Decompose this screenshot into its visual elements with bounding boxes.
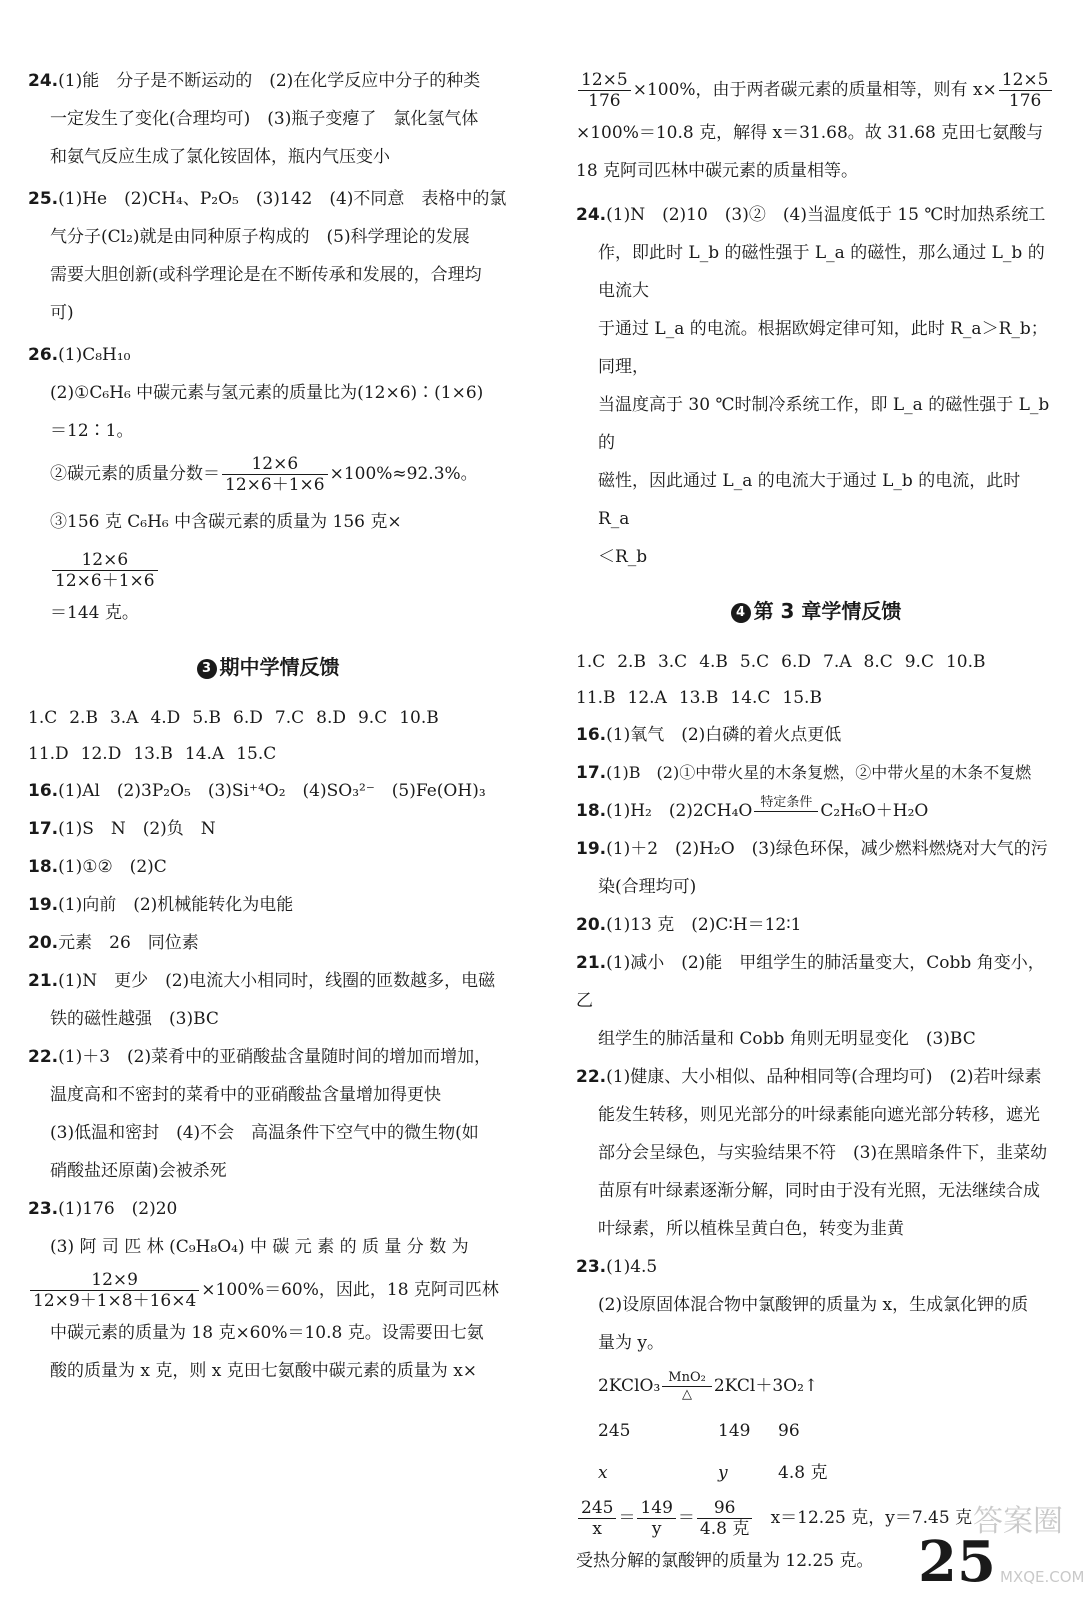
question-number: 19.	[576, 839, 607, 859]
choice-answer: 6.D	[233, 708, 263, 728]
answer-line: 叶绿素，所以植株呈黄白色，转变为韭黄	[598, 1219, 904, 1239]
equation-right: 2KCl＋3O₂↑	[713, 1376, 819, 1396]
equation-left: 2KClO₃	[598, 1376, 661, 1396]
equation-left: (1)H₂ (2)2CH₄O	[606, 801, 753, 821]
answer-line: 受热分解的氯酸钾的质量为 12.25 克。	[576, 1551, 874, 1571]
answer-line: 气分子(Cl₂)就是由同种原子构成的 (5)科学理论的发展	[50, 227, 470, 247]
choice-answer: 1.C	[28, 708, 58, 728]
answer-20	[576, 906, 1056, 944]
numerator: 12×6	[222, 454, 328, 475]
denominator: 176	[1008, 91, 1042, 111]
choice-answer: 14.C	[730, 688, 771, 708]
choice-answer: 5.B	[192, 708, 222, 728]
answer-line: 染(合理均可)	[598, 877, 697, 897]
answer-19	[576, 830, 1056, 906]
question-number: 24.	[576, 205, 607, 225]
choice-answers	[28, 700, 508, 772]
answer-line: 硝酸盐还原菌)会被杀死	[50, 1161, 227, 1181]
choice-answer: 11.D	[28, 744, 69, 764]
question-number: 22.	[576, 1067, 607, 1087]
numerator: 149	[637, 1498, 675, 1519]
answer-line: 酸的质量为 x 克，则 x 克田七氨酸中碳元素的质量为 x×	[50, 1361, 478, 1381]
answer-22	[576, 1058, 1056, 1248]
section-heading-midterm	[28, 644, 508, 690]
choice-answer: 9.C	[357, 708, 388, 728]
choice-answer: 10.B	[945, 652, 986, 672]
answer-17	[576, 754, 1056, 792]
denominator: y	[651, 1519, 662, 1539]
answer-22	[28, 1038, 508, 1190]
choice-answer: 11.B	[576, 688, 616, 708]
reaction-arrow	[754, 795, 818, 828]
answer-line: 磁性，因此通过 L_a 的电流大于通过 L_b 的电流，此时 R_a	[598, 471, 1021, 529]
equation-right: C₂H₆O＋H₂O	[820, 801, 929, 821]
choice-answer: 13.B	[133, 744, 173, 764]
answer-line: (1)C₈H₁₀	[58, 345, 131, 365]
answer-line: (1)4.5	[606, 1257, 658, 1277]
answer-line: 和氨气反应生成了氯化铵固体，瓶内气压变小	[50, 147, 390, 167]
answer-line: (1)S N (2)负 N	[58, 819, 216, 839]
question-number: 26.	[28, 345, 59, 365]
answer-line: (2)设原固体混合物中氯酸钾的质量为 x，生成氯化钾的质	[598, 1295, 1029, 1315]
question-number: 25.	[28, 189, 59, 209]
answer-16	[28, 772, 508, 810]
watermark-url: MXQE.COM	[1000, 1568, 1085, 1586]
denominator: 176	[588, 91, 621, 111]
question-number: 16.	[28, 781, 59, 801]
fraction	[30, 1270, 199, 1311]
choice-answer: 14.A	[184, 744, 225, 764]
answer-21	[28, 962, 508, 1038]
fraction	[697, 1498, 752, 1539]
answer-line: 可)	[50, 303, 74, 323]
question-number: 20.	[576, 915, 607, 935]
numerator: 12×5	[999, 70, 1052, 91]
answer-24	[28, 62, 508, 176]
question-number: 23.	[576, 1257, 607, 1277]
chemical-equation	[576, 1362, 1056, 1410]
answer-18	[576, 792, 1056, 830]
section-title: 期中学情反馈	[219, 655, 340, 679]
question-number: 19.	[28, 895, 59, 915]
answer-line: (1)Al (2)3P₂O₅ (3)Si⁺⁴O₂ (4)SO₃²⁻ (5)Fe(OH)₃	[58, 781, 486, 801]
question-number: 20.	[28, 933, 59, 953]
mass-value: 245	[598, 1421, 631, 1441]
denominator: 12×6＋1×6	[55, 571, 155, 591]
formula-line	[28, 498, 508, 594]
answer-line: 量为 y。	[598, 1333, 665, 1353]
unknown-value: 4.8 克	[778, 1463, 828, 1483]
section-number-icon: 3	[197, 659, 217, 679]
formula-line	[28, 1266, 508, 1314]
result-text: x＝12.25 克，y＝7.45 克	[770, 1508, 973, 1528]
question-number: 17.	[576, 763, 607, 783]
question-number: 23.	[28, 1199, 59, 1219]
answer-line: 部分会呈绿色，与实验结果不符 (3)在黑暗条件下，韭菜幼	[598, 1143, 1048, 1163]
fraction	[578, 70, 631, 111]
formula-text: ②碳元素的质量分数＝	[50, 464, 220, 484]
question-number: 21.	[28, 971, 59, 991]
answer-line: 18 克阿司匹林中碳元素的质量相等。	[576, 161, 859, 181]
question-number: 22.	[28, 1047, 59, 1067]
answer-line: (1)B (2)①中带火星的木条复燃，②中带火星的木条不复燃	[606, 763, 1032, 782]
answer-line: (1)①② (2)C	[58, 857, 167, 877]
answer-line: (1)＋3 (2)菜肴中的亚硝酸盐含量随时间的增加而增加，	[58, 1047, 492, 1067]
question-number: 21.	[576, 953, 607, 973]
heat-symbol: △	[682, 1387, 693, 1402]
answer-line: ×100%＝10.8 克，解得 x＝31.68。故 31.68 克田七氨酸与	[576, 123, 1044, 143]
answer-line: 当温度高于 30 ℃时制冷系统工作，即 L_a 的磁性强于 L_b 的	[598, 395, 1050, 453]
fraction	[637, 1498, 675, 1539]
choice-row	[576, 644, 1056, 680]
choice-answer: 2.B	[69, 708, 98, 728]
answer-line: (3) 阿 司 匹 林 (C₉H₈O₄) 中 碳 元 素 的 质 量 分 数 为	[50, 1237, 469, 1257]
answer-line: (1)176 (2)20	[58, 1199, 178, 1219]
fraction	[222, 454, 328, 495]
choice-answer: 12.A	[627, 688, 667, 708]
answer-19	[28, 886, 508, 924]
answer-line: (1)N (2)10 (3)② (4)当温度低于 15 ℃时加热系统工	[606, 205, 1046, 225]
answer-line: (2)①C₆H₆ 中碳元素与氢元素的质量比为(12×6)∶(1×6)	[50, 383, 484, 403]
answer-line: (1)健康、大小相似、品种相同等(合理均可) (2)若叶绿素	[606, 1067, 1042, 1087]
numerator: 12×5	[578, 70, 631, 91]
mass-value: 149	[718, 1421, 751, 1441]
answer-24	[576, 196, 1056, 576]
numerator: 12×9	[30, 1270, 199, 1291]
choice-row	[576, 680, 1056, 716]
answer-line: ＝12∶1。	[50, 421, 134, 441]
answer-line: 一定发生了变化(合理均可) (3)瓶子变瘪了 氯化氢气体	[50, 109, 479, 129]
choice-answer: 9.C	[904, 652, 934, 672]
question-number: 24.	[28, 71, 59, 91]
answer-line: 中碳元素的质量为 18 克×60%＝10.8 克。设需要田七氨	[50, 1323, 484, 1343]
watermark-logo: 答案圈	[973, 1504, 1063, 1539]
answer-line: 温度高和不密封的菜肴中的亚硝酸盐含量增加得更快	[50, 1085, 441, 1105]
choice-answer: 8.C	[863, 652, 893, 672]
section-title: 第 3 章学情反馈	[753, 599, 902, 623]
question-number: 18.	[576, 801, 607, 821]
denominator: 12×9＋1×8＋16×4	[33, 1291, 197, 1311]
answer-line: 需要大胆创新(或科学理论是在不断传承和发展的，合理均	[50, 265, 482, 285]
section-number-icon: 4	[731, 603, 751, 623]
answer-line: 元素 26 同位素	[58, 933, 199, 953]
numerator: 96	[697, 1498, 752, 1519]
formula-line	[576, 66, 1056, 114]
answer-25	[28, 180, 508, 332]
answer-line: (1)N 更少 (2)电流大小相同时，线圈的匝数越多，电磁	[58, 971, 496, 991]
answer-line: 能发生转移，则见光部分的叶绿素能向遮光部分转移，遮光	[598, 1105, 1040, 1125]
section-heading-chapter3	[576, 588, 1056, 634]
answer-line: (1)向前 (2)机械能转化为电能	[58, 895, 294, 915]
question-number: 16.	[576, 725, 607, 745]
answer-16	[576, 716, 1056, 754]
fraction	[999, 70, 1052, 111]
answer-line: (1)He (2)CH₄、P₂O₅ (3)142 (4)不同意 表格中的氯	[58, 189, 507, 209]
answer-line: ＜R_b	[598, 547, 648, 567]
unknown-row	[576, 1452, 1056, 1494]
answer-line: (3)低温和密封 (4)不会 高温条件下空气中的微生物(如	[50, 1123, 479, 1143]
answer-line: (1)13 克 (2)C∶H＝12∶1	[606, 915, 802, 935]
formula-text: ×100%，由于两者碳元素的质量相等，则有 x×	[632, 80, 997, 100]
answer-21	[576, 944, 1056, 1058]
choice-answer: 15.C	[236, 744, 277, 764]
choice-answer: 15.B	[782, 688, 822, 708]
choice-answer: 13.B	[678, 688, 719, 708]
answer-line: 于通过 L_a 的电流。根据欧姆定律可知，此时 R_a＞R_b；同理，	[598, 319, 1048, 377]
answer-line: 组学生的肺活量和 Cobb 角则无明显变化 (3)BC	[598, 1029, 976, 1049]
fraction	[52, 550, 158, 591]
answer-line: (1)能 分子是不断运动的 (2)在化学反应中分子的种类	[58, 71, 481, 91]
unknown-value: x	[598, 1463, 608, 1483]
answer-18	[28, 848, 508, 886]
choice-row	[28, 700, 508, 736]
numerator: 245	[578, 1498, 616, 1519]
answer-line: 铁的磁性越强 (3)BC	[50, 1009, 219, 1029]
answer-23	[28, 1190, 508, 1390]
choice-answer: 1.C	[576, 652, 606, 672]
numerator: 12×6	[52, 550, 158, 571]
mass-row	[576, 1410, 1056, 1452]
left-column	[28, 62, 508, 1390]
choice-answer: 4.D	[150, 708, 181, 728]
choice-answer: 5.C	[739, 652, 770, 672]
choice-answer: 6.D	[781, 652, 811, 672]
answer-26	[28, 336, 508, 632]
choice-answer: 7.A	[823, 652, 852, 672]
unknown-value: y	[718, 1463, 728, 1483]
denominator: 4.8 克	[699, 1519, 750, 1539]
choice-answers	[576, 644, 1056, 716]
formula-text: ×100%＝60%，因此，18 克阿司匹林	[201, 1280, 499, 1300]
answer-line: 苗原有叶绿素逐渐分解，同时由于没有光照，无法继续合成	[598, 1181, 1040, 1201]
reaction-condition: 特定条件	[754, 795, 818, 812]
choice-answer: 7.C	[274, 708, 305, 728]
formula-line	[28, 450, 508, 498]
choice-answer: 3.C	[657, 652, 688, 672]
page-number: 25	[918, 1529, 996, 1595]
question-number: 17.	[28, 819, 59, 839]
answer-line: (1)减小 (2)能 甲组学生的肺活量变大，Cobb 角变小，乙	[576, 953, 1045, 1011]
right-column	[576, 66, 1056, 1580]
choice-answer: 10.B	[399, 708, 439, 728]
denominator: 12×6＋1×6	[225, 475, 325, 495]
answer-line: (1)＋2 (2)H₂O (3)绿色环保，减少燃料燃烧对大气的污	[606, 839, 1048, 859]
choice-answer: 12.D	[80, 744, 122, 764]
formula-text: ③156 克 C₆H₆ 中含碳元素的质量为 156 克×	[50, 512, 402, 532]
reaction-arrow	[662, 1370, 712, 1403]
fraction	[578, 1498, 616, 1539]
question-number: 18.	[28, 857, 59, 877]
answer-line: 作，即此时 L_b 的磁性强于 L_a 的磁性，那么通过 L_b 的电流大	[598, 243, 1045, 301]
formula-text: ×100%≈92.3%。	[329, 464, 478, 484]
denominator: x	[592, 1519, 603, 1539]
choice-answer: 2.B	[617, 652, 646, 672]
choice-row	[28, 736, 508, 772]
mass-value: 96	[778, 1421, 800, 1441]
answer-line: (1)氧气 (2)白磷的着火点更低	[606, 725, 842, 745]
answer-20	[28, 924, 508, 962]
choice-answer: 8.D	[316, 708, 346, 728]
choice-answer: 3.A	[109, 708, 139, 728]
proportion-line: $\frac{245}{x}$ ＝ $\frac{149}{y}$ ＝ $\frac{96}{\text{4.8 克}}$ x＝12.25 克，y＝7.45 克	[576, 1494, 1056, 1542]
choice-answer: 4.B	[699, 652, 728, 672]
catalyst: MnO₂	[662, 1370, 712, 1387]
answer-17	[28, 810, 508, 848]
answer-23-continued	[576, 66, 1056, 190]
answer-line: ＝144 克。	[50, 603, 139, 623]
